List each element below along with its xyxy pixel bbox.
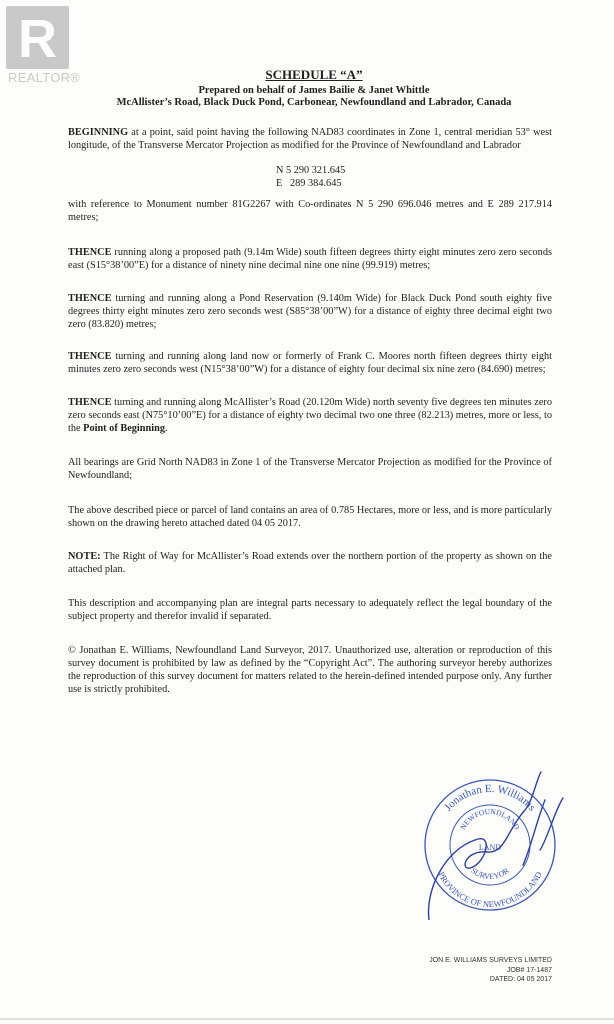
northing-value: N 5 290 321.645: [276, 165, 346, 176]
beginning-paragraph: [68, 126, 552, 152]
surveyor-seal: [415, 770, 565, 920]
seal-inner-top-text: NEWFOUNDLAND: [458, 806, 522, 832]
beginning-text: at a point, said point having the following NAD83 coordinates in Zone 1, central meridian 53° west longitude, of the Transverse Mercator Projection as modified for the Province of Newfoundland and Labrador: [68, 127, 552, 151]
thence-text-1: running along a proposed path (9.14m Wide) south fifteen degrees thirty eight minutes zero zero seconds east (S15°38’00”E) for a distance of ninety nine decimal nine one nine (99.919) metres;: [68, 247, 552, 271]
monument-paragraph: with reference to Monument number 81G2267 with Co-ordinates N 5 290 696.046 metres and E 289 217.914 metres;: [68, 199, 552, 223]
point-of-beginning: Point of Beginning: [83, 423, 165, 434]
note-lead: NOTE:: [68, 551, 101, 562]
footer-date: DATED: 04 05 2017: [489, 976, 552, 983]
easting-value: E 289 384.645: [276, 178, 342, 189]
thence-end-4: .: [164, 423, 168, 434]
note-paragraph: [68, 550, 552, 576]
thence-text-2: turning and running along a Pond Reservation (9.140m Wide) for Black Duck Pond south eighty five degrees thirty eight minutes zero zero seconds west (S85°38’00”W) for a distance of eighty three decimal eight two zero (83.820) metres;: [68, 293, 552, 330]
bearings-paragraph: All bearings are Grid North NAD83 in Zone 1 of the Transverse Mercator Projection as modified for the Province of Newfoundland;: [68, 457, 552, 481]
seal-inner-bottom-text: SURVEYOR: [469, 866, 511, 882]
beginning-lead: BEGINNING: [68, 127, 129, 138]
thence-paragraph-4: [68, 396, 552, 435]
thence-text-3: turning and running along land now or formerly of Frank C. Moores north fifteen degrees thirty eight minutes zero zero seconds west (N15°38’00”W) for a distance of eighty four decimal six nine zero (84.690) metres;: [68, 351, 552, 375]
document-header: [0, 66, 614, 108]
page-bottom-edge: [0, 1018, 614, 1020]
realtor-logo-mark: [6, 6, 69, 69]
footer-company: JON E. WILLIAMS SURVEYS LIMITED: [429, 957, 552, 964]
note-text: The Right of Way for McAllister’s Road extends over the northern portion of the property as shown on the attached plan.: [68, 551, 552, 575]
footer-job-number: JOB# 17-1487: [506, 966, 552, 974]
beginning-coordinates: [276, 164, 345, 190]
thence-paragraph-3: [68, 350, 552, 376]
area-paragraph: The above described piece or parcel of land contains an area of 0.785 Hectares, more or less, and is more particularly shown on the drawing hereto attached dated 04 05 2017.: [68, 505, 552, 529]
thence-lead-4: THENCE: [68, 397, 112, 408]
location-line: McAllister’s Road, Black Duck Pond, Carbonear, Newfoundland and Labrador, Canada: [116, 97, 512, 108]
thence-text-4: turning and running along McAllister’s Road (20.120m Wide) north seventy five degrees ten minutes zero zero seconds east (N75°10’00”E) for a distance of eighty two decimal two one three (82.213) metres, more or less, to the: [68, 397, 552, 434]
surveyor-footer: [380, 956, 552, 985]
seal-outer-bottom-text: PROVINCE OF NEWFOUNDLAND: [436, 869, 544, 910]
thence-lead-2: THENCE: [68, 293, 112, 304]
thence-lead-1: THENCE: [68, 247, 112, 258]
prepared-for-line: Prepared on behalf of James Bailie & Janet Whittle: [198, 85, 430, 96]
thence-paragraph-1: [68, 246, 552, 272]
seal-inner-mid-text: LAND: [478, 843, 502, 852]
schedule-title: SCHEDULE “A”: [265, 67, 363, 82]
integral-paragraph: This description and accompanying plan are integral parts necessary to adequately reflect the legal boundary of the subject property and therefor invalid if separated.: [68, 598, 552, 622]
copyright-paragraph: © Jonathan E. Williams, Newfoundland Land Surveyor, 2017. Unauthorized use, alteration or reproduction of this survey document is prohibited by law as defined by the “Copyright Act”. The authoring surveyor hereby authorizes the reproduction of this survey document for matters related to the herein-defined intended purpose only. Any further use is strictly prohibited.: [68, 645, 552, 695]
realtor-logo-glyph: R: [18, 9, 57, 69]
thence-paragraph-2: [68, 292, 552, 331]
thence-lead-3: THENCE: [68, 351, 112, 362]
realtor-logo-wordmark: REALTOR®: [8, 70, 81, 85]
seal-outer-top-text: Jonathan E. Williams: [442, 782, 538, 814]
